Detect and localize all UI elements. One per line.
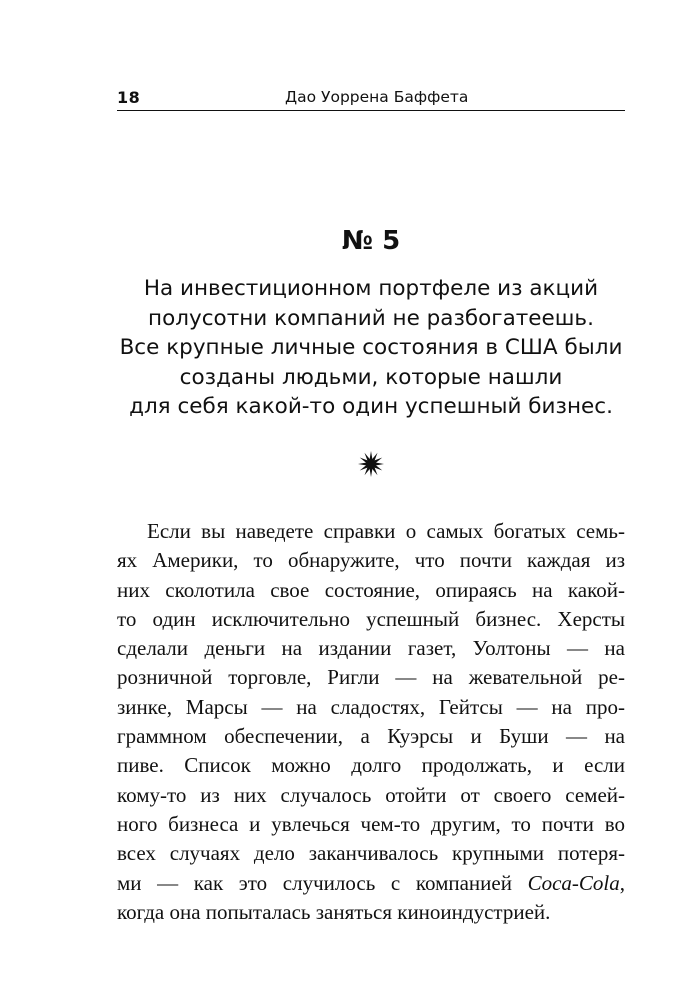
- thesis-line: На инвестиционном портфеле из акций: [143, 276, 599, 301]
- body-line: когда она попыталась заняться киноиндустрией.: [117, 899, 551, 924]
- body-line: розничной торговле, Ригли — на жевательной ре-: [117, 665, 625, 690]
- body-paragraph: [117, 517, 625, 927]
- body-line: всех случаях дело заканчивалось крупными потеря-: [117, 841, 625, 866]
- running-title: Дао Уоррена Баффета: [285, 88, 469, 106]
- body-line: ного бизнеса и увлечься чем-то другим, то почти во: [117, 811, 625, 836]
- body-line: [117, 869, 625, 898]
- company-name-italic: Coca-Cola: [527, 870, 620, 895]
- section-number: № 5: [341, 226, 401, 256]
- body-text-segment: ми — как это случилось с компанией: [117, 870, 528, 895]
- page-header: [117, 86, 625, 111]
- thesis-line: Все крупные личные состояния в США были: [119, 335, 623, 360]
- body-line: кому-то из них случалось отойти от своего семей-: [117, 782, 625, 807]
- body-line: то один исключительно успешный бизнес. Херсты: [117, 606, 625, 631]
- body-line: зинке, Марсы — на сладостях, Гейтсы — на про-: [117, 694, 625, 719]
- thesis-line: для себя какой-то один успешный бизнес.: [129, 394, 613, 419]
- star-burst-icon: [358, 451, 384, 477]
- page-number: 18: [117, 88, 141, 107]
- thesis-line: созданы людьми, которые нашли: [179, 364, 563, 390]
- body-line: сделали деньги на издании газет, Уолтоны — на: [117, 636, 625, 661]
- body-text-segment: ,: [619, 870, 625, 895]
- body-line: ях Америки, то обнаружите, что почти каждая из: [117, 548, 625, 573]
- thesis-line: полусотни компаний не разбогатеешь.: [148, 305, 594, 331]
- body-line: пиве. Список можно долго продолжать, и если: [117, 753, 625, 778]
- body-line: граммном обеспечении, а Куэрсы и Буши — на: [117, 724, 625, 749]
- body-line: Если вы наведете справки о самых богатых семь-: [147, 519, 625, 543]
- section-thesis: [117, 274, 625, 422]
- body-line: них сколотила свое состояние, опираясь на какой-: [117, 577, 625, 602]
